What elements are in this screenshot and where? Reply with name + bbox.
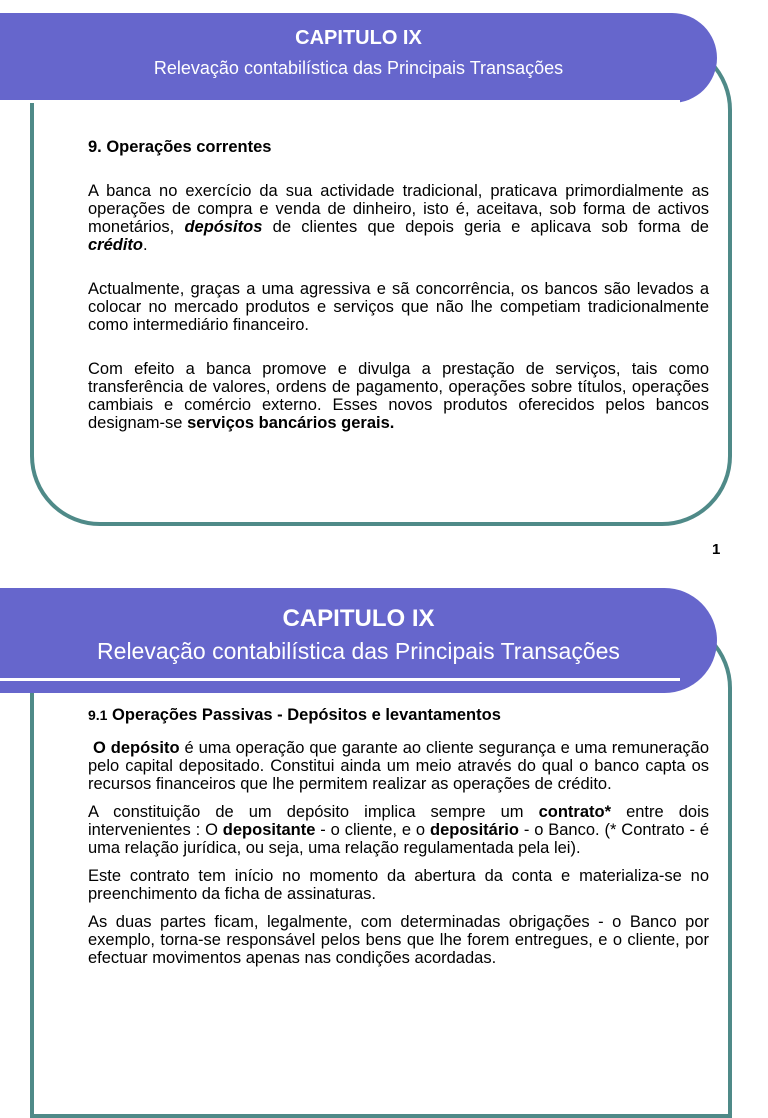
slide-1-content: [88, 138, 709, 432]
paragraph: As duas partes ficam, legalmente, com determinadas obrigações - o Banco por exemplo, torna-se responsável pelos bens que lhe forem entregues, e o cliente, por efectuar movimentos apenas nas condições acordadas.: [88, 913, 709, 967]
paragraph: [88, 803, 709, 857]
paragraph: [88, 739, 709, 793]
slide-1-subtitle: Relevação contabilística das Principais Transações: [153, 58, 564, 78]
emphasis-contrato: contrato*: [538, 803, 612, 821]
section-title: 9. Operações correntes: [88, 138, 272, 156]
emphasis-depositario: depositário: [430, 821, 519, 839]
text-run: - o cliente, e o: [315, 821, 430, 839]
slide-2-title: CAPITULO IX: [282, 605, 435, 632]
text-run: Com efeito a banca promove e divulga a prestação de serviços, tais como transferência de valores, ordens de pagamento, operações sobre títulos, operações cambiais e comércio externo. Esses novos produtos oferecidos pelos bancos designam-se: [88, 360, 709, 432]
slide-2-subtitle: Relevação contabilística das Principais Transações: [97, 638, 620, 664]
slide-1-title: CAPITULO IX: [295, 27, 422, 49]
slide-2-header-rule: [0, 678, 680, 681]
paragraph: [88, 360, 709, 432]
emphasis-credito: crédito: [88, 236, 144, 254]
emphasis-deposito: O depósito: [93, 739, 180, 757]
text-run: .: [143, 236, 148, 254]
text-run: é uma operação que garante ao cliente segurança e uma remuneração pelo capital depositado. Constitui ainda um meio através do qual o banco capta os recursos financeiros que lhe permitem realizar as operações de crédito.: [88, 739, 710, 793]
page-number: 1: [712, 541, 721, 558]
text-run: A banca no exercício da sua actividade tradicional, praticava primordialmente as operações de compra e venda de dinheiro, isto é, aceitava, sob forma de activos monetários,: [88, 182, 709, 236]
section-title: [88, 706, 709, 724]
text-run: entre dois intervenientes : O: [88, 803, 709, 839]
emphasis-depositante: depositante: [222, 821, 316, 839]
section-number: 9.1: [88, 707, 108, 723]
emphasis-servicos: serviços bancários gerais.: [187, 414, 395, 432]
paragraph: [88, 182, 709, 254]
slide-1-header-rule: [0, 100, 680, 103]
text-run: - o Banco. (* Contrato - é uma relação jurídica, ou seja, uma relação regulamentada pela lei).: [88, 821, 710, 857]
paragraph: Este contrato tem início no momento da abertura da conta e materializa-se no preenchimento da ficha de assinaturas.: [88, 867, 709, 903]
section-title-text: Operações Passivas - Depósitos e levantamentos: [107, 706, 501, 724]
slide-2-content: [88, 706, 709, 967]
paragraph: Actualmente, graças a uma agressiva e sã concorrência, os bancos são levados a colocar no mercado produtos e serviços que não lhe competiam tradicionalmente como intermediário financeiro.: [88, 280, 709, 334]
text-run: de clientes que depois geria e aplicava sob forma de: [262, 218, 709, 236]
slide-1-header: [0, 13, 717, 103]
text-run: A constituição de um depósito implica sempre um: [88, 803, 539, 821]
emphasis-depositos: depósitos: [184, 218, 263, 236]
slide-2: [0, 588, 768, 1024]
